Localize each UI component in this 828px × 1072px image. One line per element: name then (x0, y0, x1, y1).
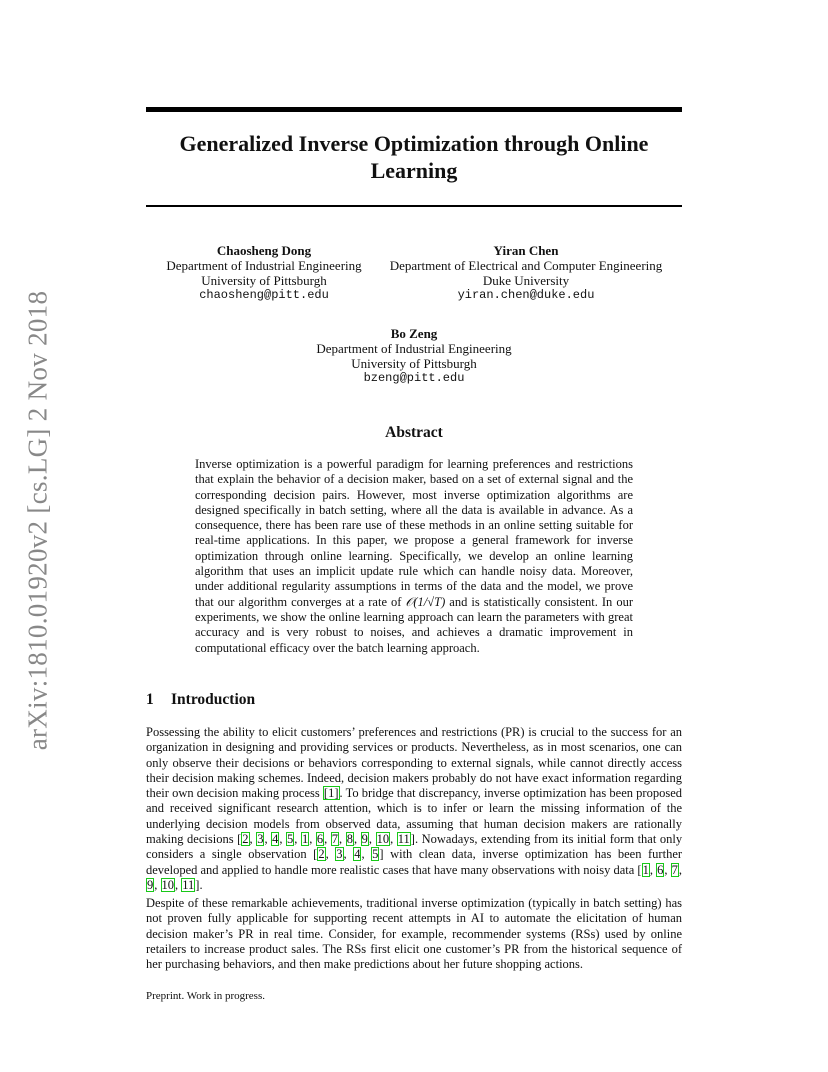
citation-link[interactable]: 2 (318, 847, 325, 862)
citation-link[interactable]: 3 (336, 847, 343, 862)
paper-title: Generalized Inverse Optimization through Online Learning (179, 131, 649, 183)
para-text: ]. (195, 877, 203, 892)
arxiv-stamp (20, 290, 56, 750)
citation-link[interactable]: 1 (642, 862, 649, 877)
citation-link[interactable]: 10 (161, 877, 174, 892)
citation-link[interactable]: 10 (376, 832, 390, 847)
author-email[interactable]: chaosheng@pitt.edu (199, 288, 329, 302)
citation-link[interactable]: 8 (346, 832, 353, 847)
author-name: Chaosheng Dong (216, 243, 312, 258)
para-text: Possessing the ability to elicit customers’ preferences and restrictions (PR) is crucial to the success for an organization in designing and providing services or products. Nevertheless, as in most scenarios, one can only observe their decisions or behaviors corresponding to external signals, while cannot directly access their decision making schemes. Indeed, decision makers probably do not have exact information regarding their own decision making process (146, 725, 682, 801)
citation-link[interactable]: 7 (331, 832, 339, 847)
intro-paragraph-1 (146, 725, 682, 893)
citation-link[interactable]: 4 (354, 847, 361, 862)
citation-link[interactable]: 5 (287, 832, 294, 847)
section-title: Introduction (171, 691, 256, 708)
title-bottom-rule (146, 205, 682, 207)
intro-paragraph-2: Despite of these remarkable achievements, traditional inverse optimization (typically in batch setting) has not proven fully applicable for supporting recent attempts in AI to automate the elicitation of human decision maker’s PR in real time. Consider, for example, recommender systems (RSs) used by online retailers to increase product sales. The RSs first elicit one customer’s PR from the historical sequence of her purchasing behaviors, and then make predictions about her future shopping actions. (146, 896, 682, 972)
abstract-heading: Abstract (385, 424, 443, 441)
author-block-3 (264, 326, 564, 386)
abstract-text: Inverse optimization is a powerful paradigm for learning preferences and restrictions that explain the behavior of a decision maker, based on a set of external signal and the corresponding decision pairs. However, most inverse optimization algorithms are designed specifically in batch setting, where all the data is available in advance. As a consequence, there has been rare use of these methods in an online setting suitable for real-time applications. In this paper, we propose a general framework for inverse optimization through online learning. Specifically, we develop an online learning algorithm that uses an implicit update rule which can handle noisy data. Moreover, under additional regularity assumptions in terms of the data and the model, we prove that our algorithm converges at a rate of (195, 457, 633, 609)
citation-link[interactable]: 11 (182, 877, 195, 892)
citation-link[interactable]: 9 (147, 877, 154, 892)
author-name: Yiran Chen (493, 243, 559, 258)
citation-group: 2, 3, 4, 5 (318, 847, 379, 862)
citation-link[interactable]: [1] (323, 786, 339, 801)
citation-link[interactable]: 1 (301, 832, 309, 847)
author-name: Bo Zeng (390, 326, 438, 341)
section-number: 1 (146, 691, 154, 708)
preprint-note: Preprint. Work in progress. (146, 990, 265, 1002)
para-text: ] with clean data, inverse optimization has been further developed and applied to handle more realistic cases that have many observations with noisy data [ (146, 847, 683, 877)
section-heading-introduction (146, 691, 255, 709)
para-text: . To bridge that discrepancy, inverse optimization has been proposed and received significant research attention, which is to infer or learn the missing information of the underlying decision models from observed data, assuming that human decision makers are rationally making decisions [ (146, 786, 682, 847)
citation-link[interactable]: 2 (242, 832, 249, 847)
author-dept: Department of Electrical and Computer Engineering (389, 258, 663, 273)
convergence-rate-math: 𝒪(1/√T) (405, 594, 446, 609)
citation-link[interactable]: 6 (316, 832, 324, 847)
citation-group: 2, 3, 4, 5, 1, 6, 7, 8, 9, 10, 11 (242, 832, 410, 847)
citation-group: 1, 6, 7, 9, 10, 11 (147, 862, 683, 892)
author-block-2 (378, 243, 674, 303)
citation-link[interactable]: 7 (671, 862, 678, 877)
citation-link[interactable]: 4 (272, 832, 279, 847)
title-top-rule (146, 107, 682, 112)
citation-link[interactable]: 3 (257, 832, 264, 847)
author-block-1 (146, 243, 382, 303)
abstract-body (195, 457, 633, 656)
citation-link[interactable]: 11 (397, 832, 410, 847)
para-text: ]. Nowadays, extending from its initial form that only considers a single observation [ (146, 832, 683, 862)
arxiv-stamp-text: arXiv:1810.01920v2 [cs.LG] 2 Nov 2018 (22, 290, 53, 750)
citation-link[interactable]: 9 (361, 832, 368, 847)
author-univ: University of Pittsburgh (201, 273, 327, 288)
author-univ: Duke University (482, 273, 570, 288)
abstract-text: and is statistically consistent. In our experiments, we show the online learning approach can learn the parameters with great accuracy and is very robust to noises, and achieves a dramatic improvement in computational efficacy over the batch learning approach. (195, 594, 634, 655)
author-dept: Department of Industrial Engineering (316, 341, 512, 356)
citation-link[interactable]: 5 (372, 847, 379, 862)
author-email[interactable]: yiran.chen@duke.edu (457, 288, 595, 302)
citation-link[interactable]: 6 (657, 862, 664, 877)
author-dept: Department of Industrial Engineering (166, 258, 362, 273)
author-univ: University of Pittsburgh (351, 356, 477, 371)
author-email[interactable]: bzeng@pitt.edu (363, 371, 465, 385)
